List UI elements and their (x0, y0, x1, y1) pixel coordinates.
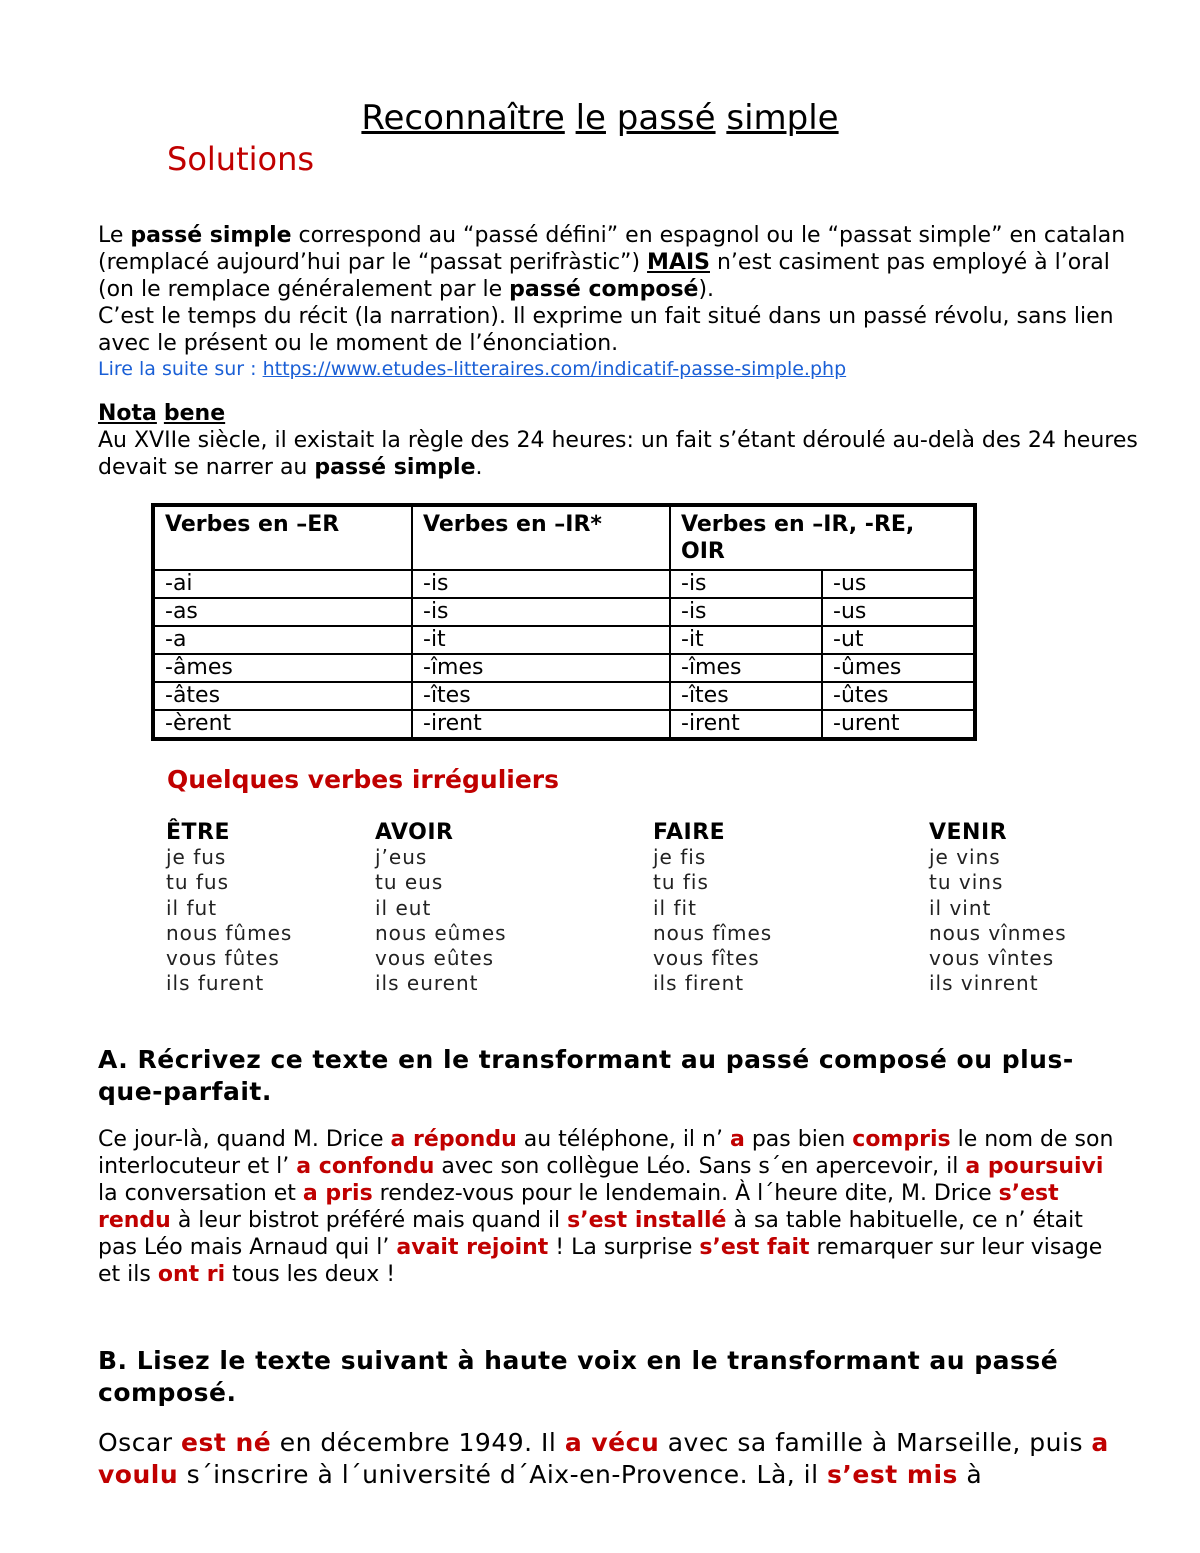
table-cell: -îtes (670, 682, 822, 710)
verb-column-venir (929, 820, 1067, 996)
table-row (153, 598, 975, 626)
table-cell: -us (822, 598, 975, 626)
verb-name: AVOIR (375, 820, 454, 845)
title-word-4: simple (726, 98, 839, 138)
header-ir: Verbes en –IR* (412, 505, 670, 570)
subtitle: Solutions (167, 140, 315, 178)
table-cell: -is (670, 598, 822, 626)
verb-form: je fus (166, 845, 227, 870)
read-more-link[interactable]: https://www.etudes-litteraires.com/indicatif-passe-simple.php (262, 358, 847, 380)
irregular-verbs-title: Quelques verbes irréguliers (167, 765, 560, 794)
verb-form: ils eurent (375, 971, 479, 996)
verb-form: j’eus (375, 845, 428, 870)
table-cell: -urent (822, 710, 975, 739)
verb-form: vous eûtes (375, 946, 495, 971)
verb-form: ils vinrent (929, 971, 1039, 996)
verb-name: ÊTRE (166, 820, 231, 845)
table-cell: -it (412, 626, 670, 654)
verb-form: il fit (653, 895, 697, 920)
verb-form: il eut (375, 895, 432, 920)
table-row (153, 710, 975, 739)
table-cell: -it (670, 626, 822, 654)
table-cell: -èrent (153, 710, 412, 739)
section-b-text: Oscar est né en décembre 1949. Il a vécu avec sa famille à Marseille, puis a voulu s´inscrire à l´université d´Aix-en-Provence. Là, il s’est mis à (98, 1428, 1109, 1489)
verb-form: ils furent (166, 971, 265, 996)
table-row (153, 654, 975, 682)
verb-form: tu eus (375, 870, 444, 895)
table-row (153, 570, 975, 598)
verb-form: nous vînmes (929, 920, 1067, 945)
verb-form: vous vîntes (929, 946, 1055, 971)
table-cell: -is (412, 598, 670, 626)
verb-form: il fut (166, 895, 218, 920)
table-cell: -âtes (153, 682, 412, 710)
section-a-text: Ce jour-là, quand M. Drice a répondu au téléphone, il n’ a pas bien compris le nom de son interlocuteur et l’ a confondu avec son collègue Léo. Sans s´en apercevoir, il a poursuivi la conversation et a pris rendez-vous pour le lendemain. À l´heure dite, M. Drice s’est rendu à leur bistrot préféré mais quand il s’est installé à sa table habituelle, ce n’ était pas Léo mais Arnaud qui l’ avait rejoint ! La surprise s’est fait remarquer sur leur visage et ils ont ri tous les deux ! (98, 1127, 1114, 1287)
table-cell: -îmes (670, 654, 822, 682)
verb-form: vous fûtes (166, 946, 280, 971)
verb-name: VENIR (929, 820, 1008, 845)
verb-column-avoir (375, 820, 507, 996)
verb-form: ils firent (653, 971, 745, 996)
conjugation-table (151, 503, 977, 741)
verb-form: je fis (653, 845, 707, 870)
section-a-heading: A. Récrivez ce texte en le transformant au passé composé ou plus-que-parfait. (98, 1045, 1074, 1106)
table-row (153, 626, 975, 654)
table-cell: -ai (153, 570, 412, 598)
table-cell: -ûtes (822, 682, 975, 710)
verb-form: tu fis (653, 870, 709, 895)
verb-form: tu fus (166, 870, 230, 895)
table-cell: -is (670, 570, 822, 598)
title-word-1: Reconnaître (361, 98, 565, 138)
nota-bene: Nota bene Au XVIIe siècle, il existait la règle des 24 heures: un fait s’étant déroulé au-delà des 24 heures devait se narrer au passé simple. (98, 401, 1138, 480)
table-cell: -as (153, 598, 412, 626)
table-cell: -ut (822, 626, 975, 654)
table-cell: -îmes (412, 654, 670, 682)
table-cell: -irent (670, 710, 822, 739)
verb-form: vous fîtes (653, 946, 760, 971)
page-title (0, 98, 1200, 138)
title-word-3: passé (616, 98, 716, 138)
verb-name: FAIRE (653, 820, 726, 845)
verb-form: nous fîmes (653, 920, 773, 945)
table-cell: -is (412, 570, 670, 598)
table-cell: -âmes (153, 654, 412, 682)
table-header-row (153, 505, 975, 570)
section-b-heading: B. Lisez le texte suivant à haute voix en le transformant au passé composé. (98, 1346, 1059, 1407)
verb-form: tu vins (929, 870, 1004, 895)
verb-column-faire (653, 820, 772, 996)
table-cell: -a (153, 626, 412, 654)
verb-form: je vins (929, 845, 1001, 870)
table-cell: -îtes (412, 682, 670, 710)
verb-form: nous eûmes (375, 920, 507, 945)
intro-paragraph: Le passé simple correspond au “passé défini” en espagnol ou le “passat simple” en catalan (remplacé aujourd’hui par le “passat perifràstic”) MAIS n’est casiment pas employé à l’oral (on le remplace généralement par le passé composé). C’est le temps du récit (la narration). Il exprime un fait situé dans un passé révolu, sans lien avec le présent ou le moment de l’énonciation. (98, 223, 1126, 356)
verb-form: il vint (929, 895, 992, 920)
header-er: Verbes en –ER (153, 505, 412, 570)
read-more-line: Lire la suite sur : https://www.etudes-litteraires.com/indicatif-passe-simple.php (98, 358, 847, 380)
table-row (153, 682, 975, 710)
table-cell: -irent (412, 710, 670, 739)
header-ir-re-oir: Verbes en –IR, -RE, OIR (670, 505, 975, 570)
table-cell: -ûmes (822, 654, 975, 682)
verb-form: nous fûmes (166, 920, 293, 945)
title-word-2: le (575, 98, 606, 138)
verb-column-etre (166, 820, 292, 996)
table-cell: -us (822, 570, 975, 598)
